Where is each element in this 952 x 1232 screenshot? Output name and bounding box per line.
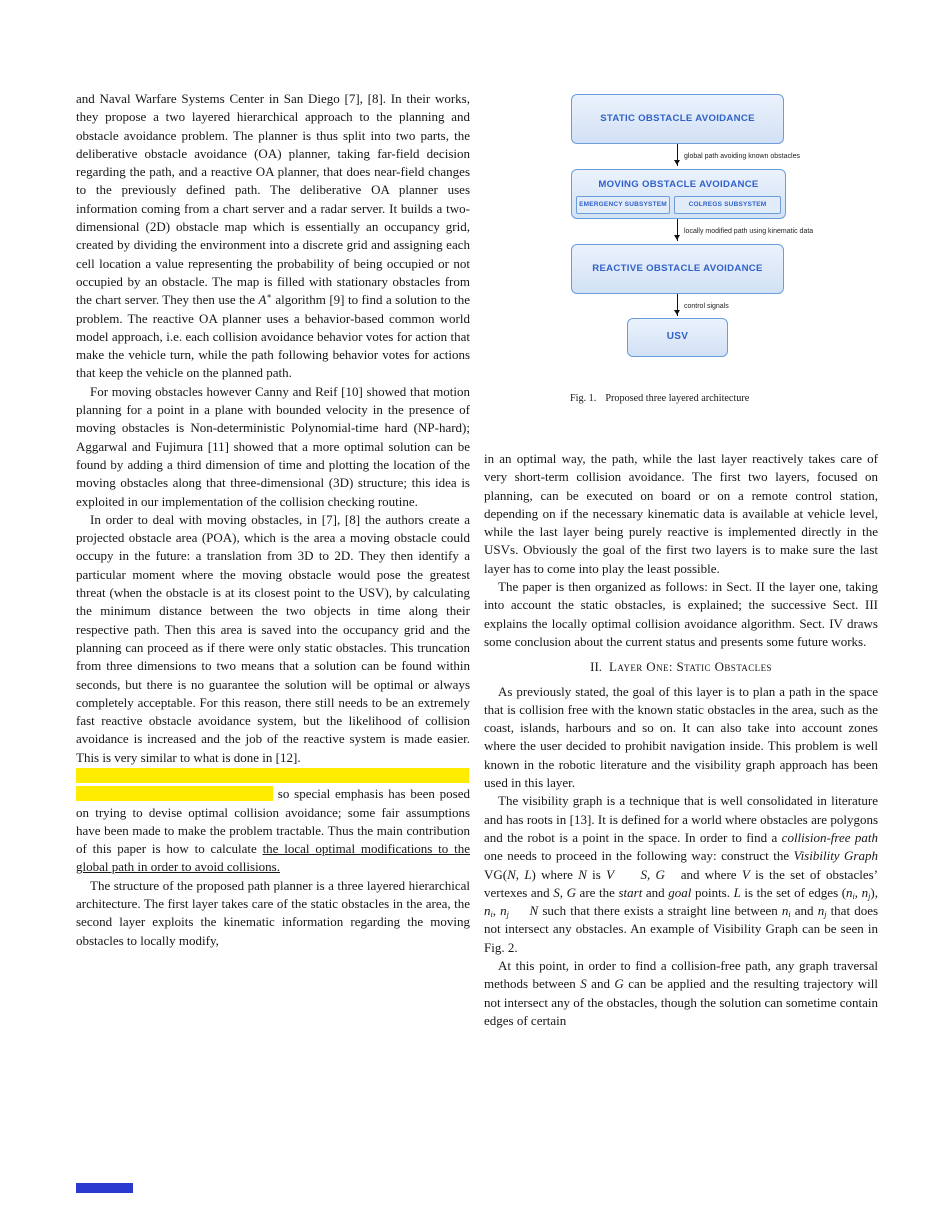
figure-box-label: MOVING OBSTACLE AVOIDANCE — [598, 179, 759, 190]
right-column — [484, 90, 878, 1030]
paragraph: At this point, in order to find a collision-free path, any graph traversal methods between S and G can be applied and the resulting trajectory will not intersect any of the obstacles, though the solution can sometime contain edges of certain — [484, 958, 878, 1028]
paragraph: The paper is then organized as follows: in Sect. II the layer one, taking into account the static obstacles, is explained; the successive Sect. III explains the locally optimal collision avoidance algorithm. Sect. IV draws some conclusion about the current status and presents some future works. — [484, 579, 878, 649]
paragraph: and Naval Warfare Systems Center in San Diego [7], [8]. In their works, they propose a two layered hierarchical approach to the planning and obstacle avoidance problem. The planner is thus split into two parts, the deliberative obstacle avoidance (OA) planner, taking far-field decision regarding the path, and a reactive OA planner, that does near-field changes to the previously defined path. The deliberative OA planner uses information coming from a chart server and a radar server. It builds a two-dimensional (2D) obstacle map which is essentially an occupancy grid, created by dividing the environment into a discrete grid and assigning each cell location a value representing the probability of being occupied or not occupied by an obstacle. The map is filled with stationary obstacles from the chart server. They then use the A∗ algorithm [9] to find a solution to the problem. The reactive OA planner uses a behavior-based common world model approach, i.e. each collision avoidance behavior votes for action that make the vehicle turn, while the path following behavior votes for actions that keep the vehicle on the planned path. — [76, 91, 470, 381]
section-number: II. — [590, 659, 603, 675]
section-title: Layer One: Static Obstacles — [609, 659, 772, 675]
figure-box-static-obstacle-avoidance — [571, 94, 784, 144]
figure-box-label: STATIC OBSTACLE AVOIDANCE — [600, 112, 755, 124]
paragraph: The structure of the proposed path planner is a three layered hierarchical architecture. The first layer takes care of the static obstacles in the area, the second layer exploits the kinematic information regarding the moving obstacles to locally modify, — [76, 877, 470, 948]
figure-architecture — [484, 90, 878, 450]
figure-caption-label: Fig. 1. — [570, 393, 597, 404]
redaction-highlight — [76, 786, 273, 801]
paragraph: For moving obstacles however Canny and Reif [10] showed that motion planning for a point in a plane with bounded velocity in the presence of moving obstacles is Non-deterministic Polynomial-time hard (NP-hard); Aggarwal and Fujimura [11] showed that a more optimal solution can be found by adding a third dimension of time and plotting the location of the moving obstacles along that three-dimensional (3D) structure; this idea is exploited in our implementation of the collision checking routine. — [76, 383, 470, 509]
subsystem-row — [576, 196, 781, 214]
paragraph: in an optimal way, the path, while the last layer reactively takes care of very short-term collision avoidance. The first two layers, focused on planning, can be executed on board or on a remote control station, depending on if the necessary kinematic data is available at vehicle level, while the last layer being purely reactive is implemented directly in the USVs. Obviously the goal of the first two layers is to make sure the last layer has to come into play the least possible. — [484, 451, 878, 576]
redaction-highlight — [76, 768, 469, 783]
flow-arrow-down-icon — [677, 294, 678, 316]
left-column — [76, 90, 470, 950]
paragraph: As previously stated, the goal of this layer is to plan a path in the space that is collision free with the known static obstacles in the area, such as the coast, islands, harbours and so on. It can also take into account zones where the user decided to prohibit navigation inside. This problem is well known in the robotic literature and the visibility graph approach has been used in this layer. — [484, 683, 878, 791]
figure-caption-text: Proposed three layered architecture — [605, 393, 750, 404]
figure-box-colregs-subsystem: COLREGS SUBSYSTEM — [674, 196, 781, 214]
paragraph-highlighted: so special emphasis has been posed on trying to devise optimal collision avoidance; some fair assumptions have been made to make the problem tractable. Thus the main contribution of this paper is how to calculate the local optimal modifications to the global path in order to avoid collisions. — [76, 767, 470, 877]
figure-box-reactive-obstacle-avoidance — [571, 244, 784, 294]
arrow-label: global path avoiding known obstacles — [684, 153, 800, 160]
figure-box-emergency-subsystem: EMERGENCY SUBSYSTEM — [576, 196, 670, 214]
footer-mark — [76, 1183, 133, 1193]
paragraph: In order to deal with moving obstacles, in [7], [8] the authors create a projected obstacle area (POA), which is the area a moving obstacle could occupy in the future: a translation from 3D to 2D. They then identify a particular moment where the moving obstacle would pose the greatest threat (when the obstacle is at its closest point to the USV), by calculating the minimum distance between the two objects in time along their respective path. Then this area is saved into the occupancy grid and the planning can proceed as if there were only static obstacles. This truncation from three dimensions to two means that a solution can be found within seconds, but there is no guarantee the solution will be optimal or always completely acceptable. For this reason, there still needs to be an extremely fast reactive obstacle avoidance system, but the likelihood of collision avoidance is increased and the job of the reactive system is made easier. This is very similar to what is done in [12]. — [76, 511, 470, 765]
arrow-label: locally modified path using kinematic data — [684, 228, 814, 235]
arrow-label: control signals — [684, 303, 729, 310]
figure-box-label: REACTIVE OBSTACLE AVOIDANCE — [592, 262, 763, 274]
figure-caption — [570, 390, 749, 408]
section-heading — [484, 658, 878, 676]
figure-box-label: USV — [666, 331, 689, 343]
figure-box-usv — [627, 318, 728, 357]
paragraph: The visibility graph is a technique that is well consolidated in literature and has roots in [13]. It is defined for a world where obstacles are polygons and the robot is a point in the space. In order to find a collision-free path one needs to proceed in the following way: construct the Visibility Graph VG(N, L) where N is V S, G and where V is the set of obstacles’ vertexes and S, G are the start and goal points. L is the set of edges ($n_i$, $n_j$), $n_i$, $n_j$ N such that there exists a straight line between $n_i$ and $n_j$ that does not intersect any obstacles. An example of Visibility Graph can be seen in Fig. 2. — [484, 793, 879, 955]
figure-box-moving-obstacle-avoidance — [571, 169, 786, 219]
flow-arrow-down-icon — [677, 219, 678, 241]
flow-arrow-down-icon — [677, 144, 678, 166]
